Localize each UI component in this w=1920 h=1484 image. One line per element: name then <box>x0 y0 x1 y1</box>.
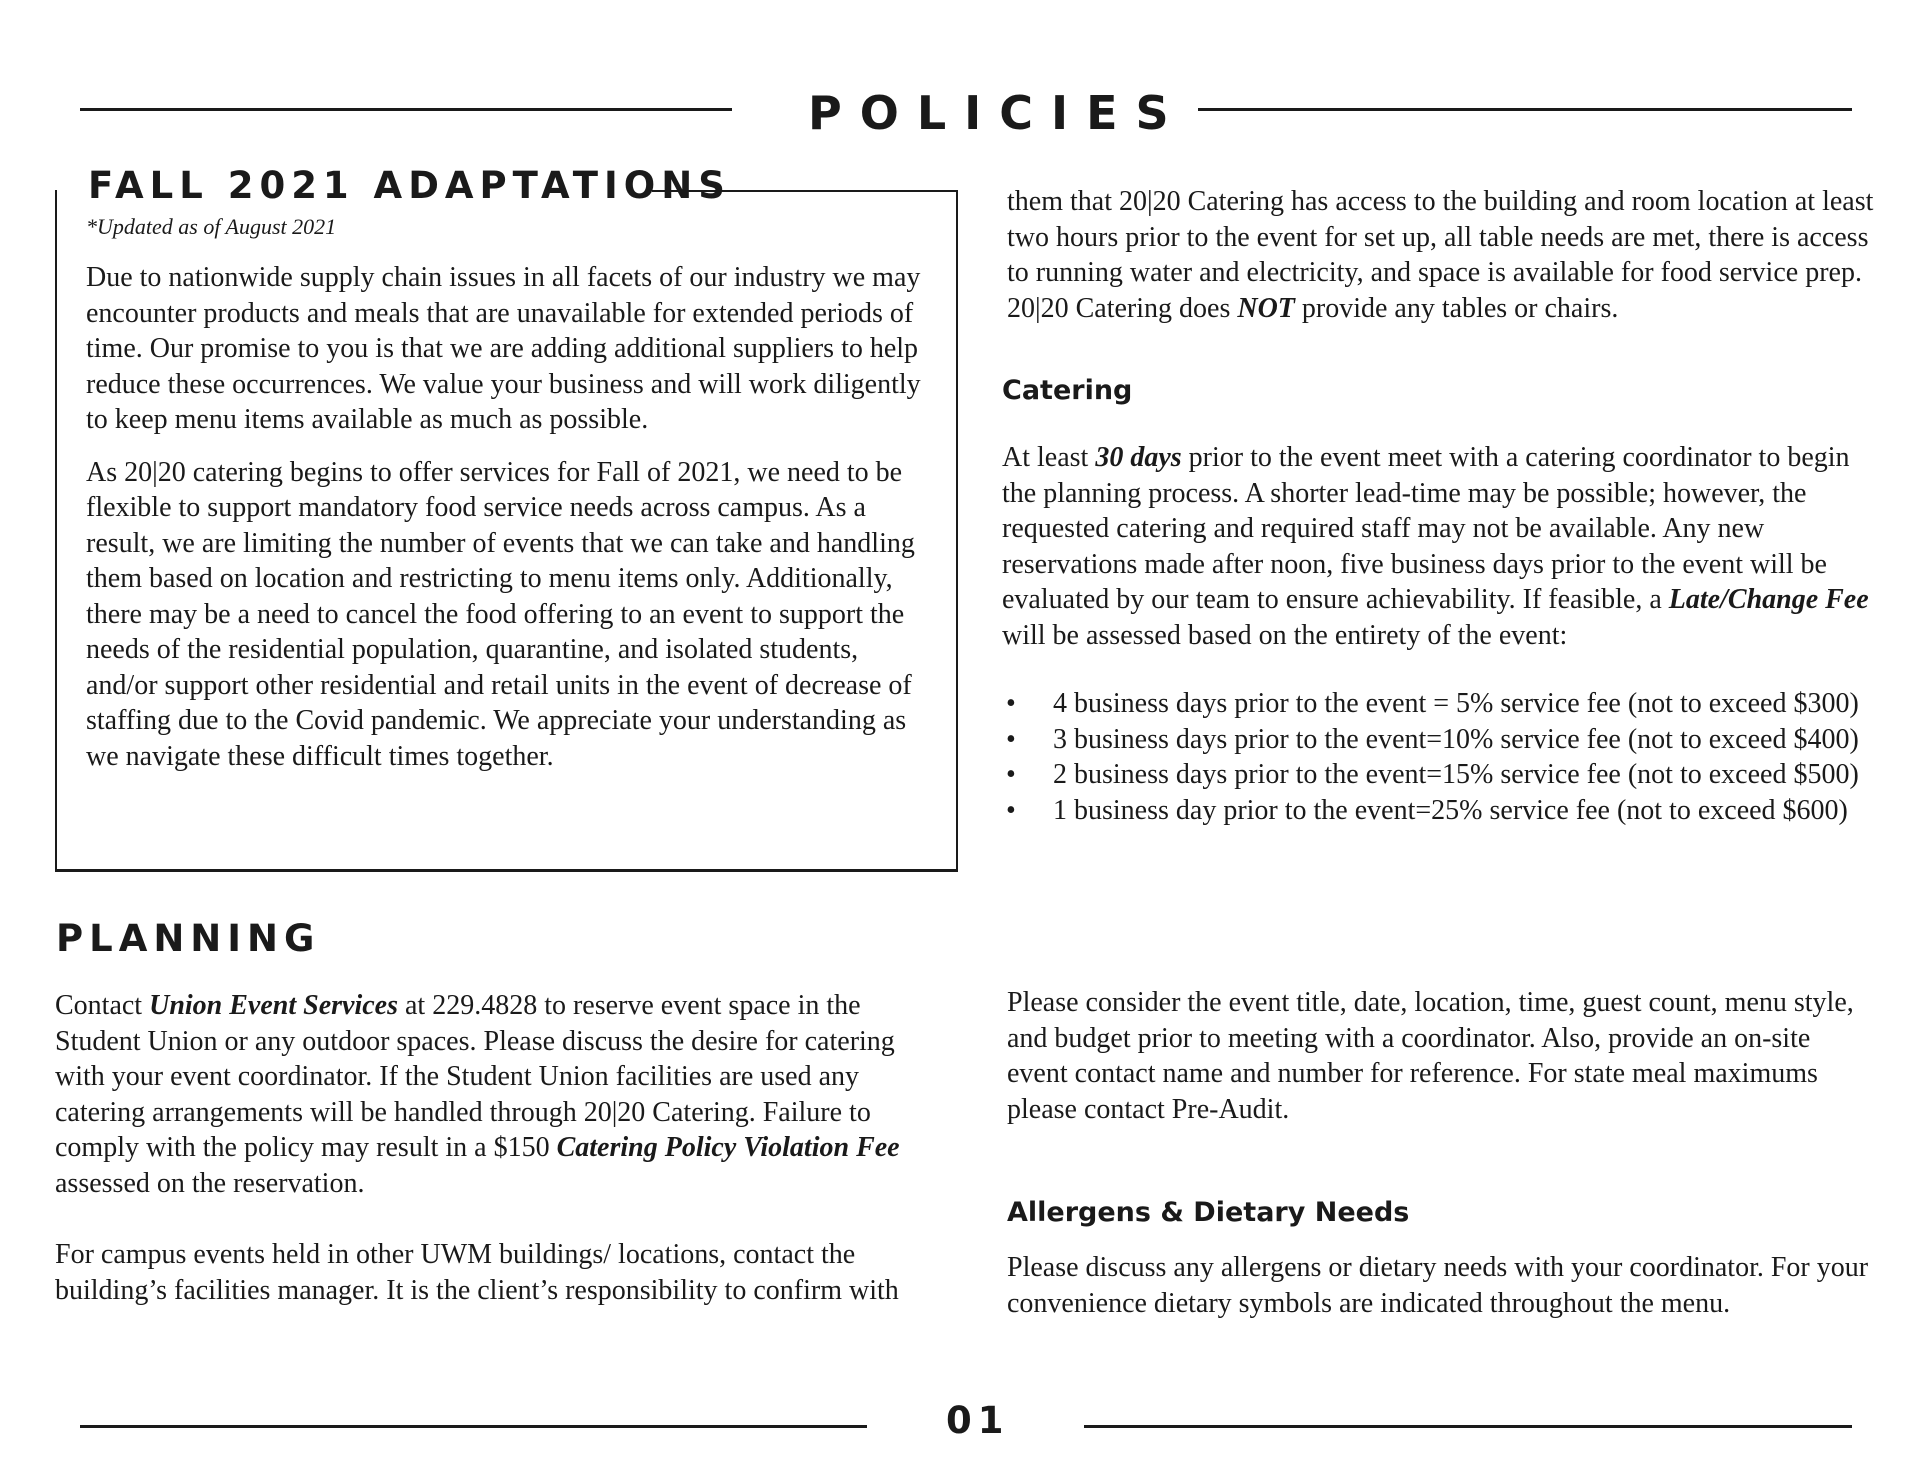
list-item <box>1006 722 1866 758</box>
fee-item-text: 4 business days prior to the event = 5% service fee (not to exceed $300) <box>1053 688 1859 719</box>
allergens-title: Allergens & Dietary Needs <box>1007 1197 1410 1228</box>
page-title: POLICIES <box>808 86 1187 140</box>
bullet-icon: • <box>1006 794 1016 826</box>
adaptations-title: FALL 2021 ADAPTATIONS <box>88 164 731 207</box>
catering-p1-text-b: prior to the event meet with a catering coordinator to begin the planning process. A shorter lead-time may be possible; however, the requested catering and required staff may not be available. Any new reservations made after noon, five business days prior to the event will be evaluated by our team to ensure achievability. If feasible, a <box>1002 442 1850 615</box>
bullet-icon: • <box>1006 759 1016 790</box>
fee-item-text: 1 business day prior to the event=25% service fee (not to exceed $600) <box>1053 794 1848 826</box>
catering-paragraph-1 <box>1002 440 1882 653</box>
adaptations-paragraph-2: As 20|20 catering begins to offer services for Fall of 2021, we need to be flexible to support mandatory food service needs across campus. As a result, we are limiting the number of events that we can take and handling them based on location and restricting to menu items only. Additionally, there may be a need to cancel the food offering to an event to support the needs of the residential population, quarantine, and isolated students, and/or support other residential and retail units in the event of decrease of staffing due to the Covid pandemic. We appreciate your understanding as we navigate these difficult times together. <box>86 456 915 772</box>
planning-title: PLANNING <box>56 917 321 960</box>
allergens-paragraph: Please discuss any allergens or dietary needs with your coordinator. For your convenience dietary symbols are indicated throughout the menu. <box>1007 1252 1869 1319</box>
header-rule-left <box>80 108 732 111</box>
adaptations-body <box>86 260 926 774</box>
catering-policy-violation-fee-emphasis: Catering Policy Violation Fee <box>556 1132 900 1163</box>
catering-p1-text-c: will be assessed based on the entirety of the event: <box>1002 619 1568 651</box>
planning-paragraph-2-continued <box>1007 184 1887 326</box>
late-fee-list <box>1006 686 1866 828</box>
catering-body <box>1002 440 1882 653</box>
catering-p1-text-a: At least <box>1002 442 1096 473</box>
adaptations-updated-note: *Updated as of August 2021 <box>86 214 337 239</box>
adaptations-paragraph-1: Due to nationwide supply chain issues in all facets of our industry we may encounter products and meals that are unavailable for extended periods of time. Our promise to you is that we are adding additional suppliers to help reduce these occurrences. We value your business and will work diligently to keep menu items available as much as possible. <box>86 262 921 435</box>
planning-body <box>55 988 945 1308</box>
planning-p2-cont-text-a: them that 20|20 Catering has access to the building and room location at least two hours prior to the event for set up, all table needs are met, there is access to running water and electricity, and space is available for food service prep. 20|20 Catering does <box>1007 186 1874 324</box>
planning-p2-cont-text-b: provide any tables or chairs. <box>1294 292 1619 324</box>
planning-p2-cont <box>1007 184 1887 326</box>
planning-p1-text-c: assessed on the reservation. <box>55 1167 365 1199</box>
list-item <box>1006 757 1866 793</box>
footer-rule-right <box>1084 1425 1852 1428</box>
late-change-fee-emphasis: Late/Change Fee <box>1668 584 1869 615</box>
thirty-days-emphasis: 30 days <box>1095 442 1182 473</box>
not-emphasis: NOT <box>1237 292 1295 324</box>
planning-p1-text-a: Contact <box>55 990 150 1021</box>
planning-p1-text-b: at 229.4828 to reserve event space in the Student Union or any outdoor spaces. Please discuss the desire for catering with your event coordinator. If the Student Union facilities are used any catering arrangements will be handled through 20|20 Catering. Failure to comply with the policy may result in a $150 <box>55 990 895 1163</box>
catering-title: Catering <box>1002 375 1133 406</box>
bullet-icon: • <box>1006 723 1016 755</box>
footer-rule-left <box>80 1425 867 1428</box>
header-rule-right <box>1198 108 1852 111</box>
union-event-services-emphasis: Union Event Services <box>149 990 398 1021</box>
list-item <box>1006 793 1866 829</box>
fee-item-text: 2 business days prior to the event=15% service fee (not to exceed $500) <box>1053 759 1859 790</box>
list-item <box>1006 686 1866 722</box>
planning-paragraph-1 <box>55 988 945 1201</box>
bullet-icon: • <box>1006 688 1016 719</box>
catering-paragraph-2: Please consider the event title, date, location, time, guest count, menu style, and budget prior to meeting with a coordinator. Also, provide an on-site event contact name and number for reference. For state meal maximums please contact Pre-Audit. <box>1007 987 1854 1125</box>
page-number: 01 <box>946 1399 1010 1442</box>
planning-paragraph-2: For campus events held in other UWM buildings/ locations, contact the building’s facilities manager. It is the client’s responsibility to confirm with <box>55 1239 899 1306</box>
fee-item-text: 3 business days prior to the event=10% service fee (not to exceed $400) <box>1053 723 1859 755</box>
